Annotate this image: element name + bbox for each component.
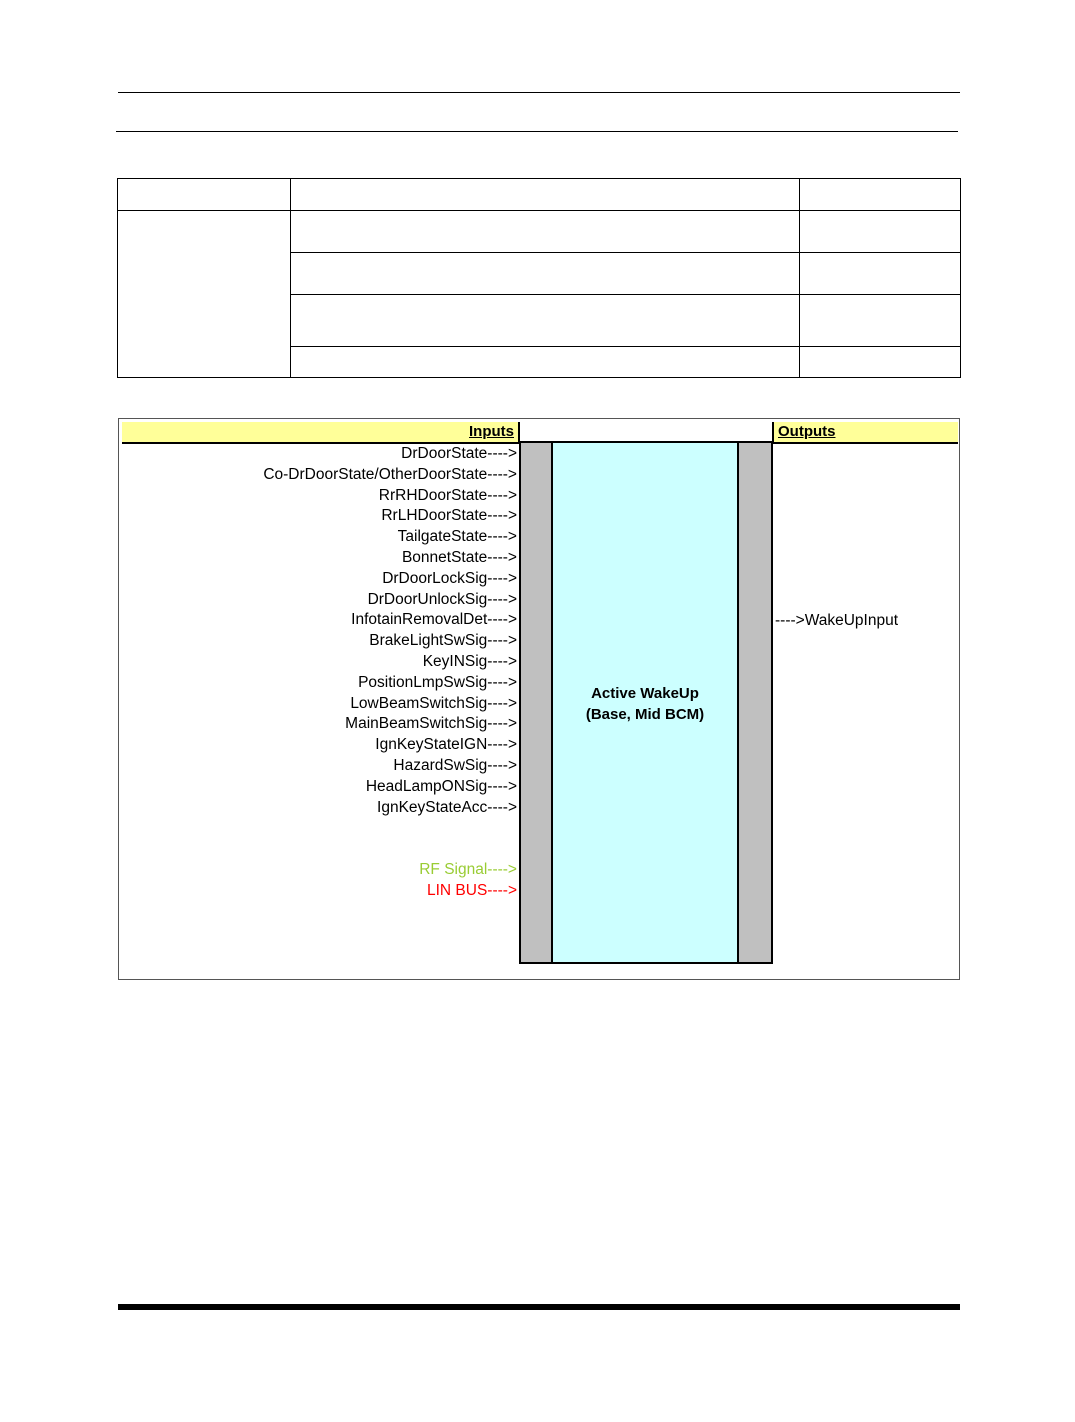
- input-signal: HeadLampONSig---->: [365, 777, 517, 795]
- block-title-line2: (Base, Mid BCM): [585, 706, 705, 723]
- input-signal: IgnKeyStateIGN---->: [375, 736, 517, 754]
- table-cell-merged: [118, 211, 291, 378]
- block-left-side: [519, 441, 553, 964]
- table-cell: [800, 179, 961, 211]
- revision-table: [117, 178, 961, 378]
- table-cell: [290, 347, 800, 378]
- input-signal: DrDoorState---->: [401, 445, 517, 462]
- table-cell: [800, 295, 961, 347]
- input-signal: HazardSwSig---->: [393, 756, 517, 774]
- input-signal: TailgateState---->: [397, 528, 517, 546]
- input-signal: InfotainRemovalDet---->: [351, 611, 517, 629]
- input-signal: BonnetState---->: [401, 548, 517, 566]
- input-signal: PositionLmpSwSig---->: [358, 673, 517, 691]
- block-right-side: [737, 441, 773, 964]
- table-cell: [290, 295, 800, 347]
- wakeup-block-diagram: [118, 418, 960, 980]
- table-cell: [118, 179, 291, 211]
- table-row: [118, 211, 961, 253]
- table-row: [118, 179, 961, 211]
- table-cell: [290, 179, 800, 211]
- input-signal: KeyINSig---->: [422, 652, 517, 670]
- input-signal: IgnKeyStateAcc---->: [377, 798, 517, 816]
- table-cell: [290, 211, 800, 253]
- header-rule-top: [118, 92, 960, 93]
- inputs-header: Inputs: [122, 422, 520, 444]
- header-rule-bottom: [116, 131, 958, 132]
- input-signal: RrRHDoorState---->: [378, 486, 517, 504]
- rf-signal-input: RF Signal---->: [419, 860, 517, 878]
- block-title: [551, 683, 739, 725]
- input-signal: BrakeLightSwSig---->: [369, 632, 517, 650]
- wakeup-output: ---->WakeUpInput: [775, 612, 899, 629]
- block-title-line1: Active WakeUp: [591, 685, 699, 702]
- input-signal: DrDoorUnlockSig---->: [367, 590, 517, 608]
- input-signal: Co-DrDoorState/OtherDoorState---->: [263, 465, 517, 483]
- spacer: [122, 818, 517, 860]
- input-signal: MainBeamSwitchSig---->: [345, 715, 517, 733]
- table-cell: [800, 253, 961, 295]
- input-signal: RrLHDoorState---->: [381, 507, 517, 525]
- table-cell: [800, 347, 961, 378]
- input-signal: DrDoorLockSig---->: [382, 569, 517, 587]
- lin-bus-input: LIN BUS---->: [427, 881, 517, 899]
- table-cell: [290, 253, 800, 295]
- footer-rule: [118, 1304, 960, 1310]
- input-signal-list: [122, 444, 517, 902]
- table-cell: [800, 211, 961, 253]
- input-signal: LowBeamSwitchSig---->: [350, 694, 517, 712]
- outputs-header: Outputs: [772, 422, 958, 444]
